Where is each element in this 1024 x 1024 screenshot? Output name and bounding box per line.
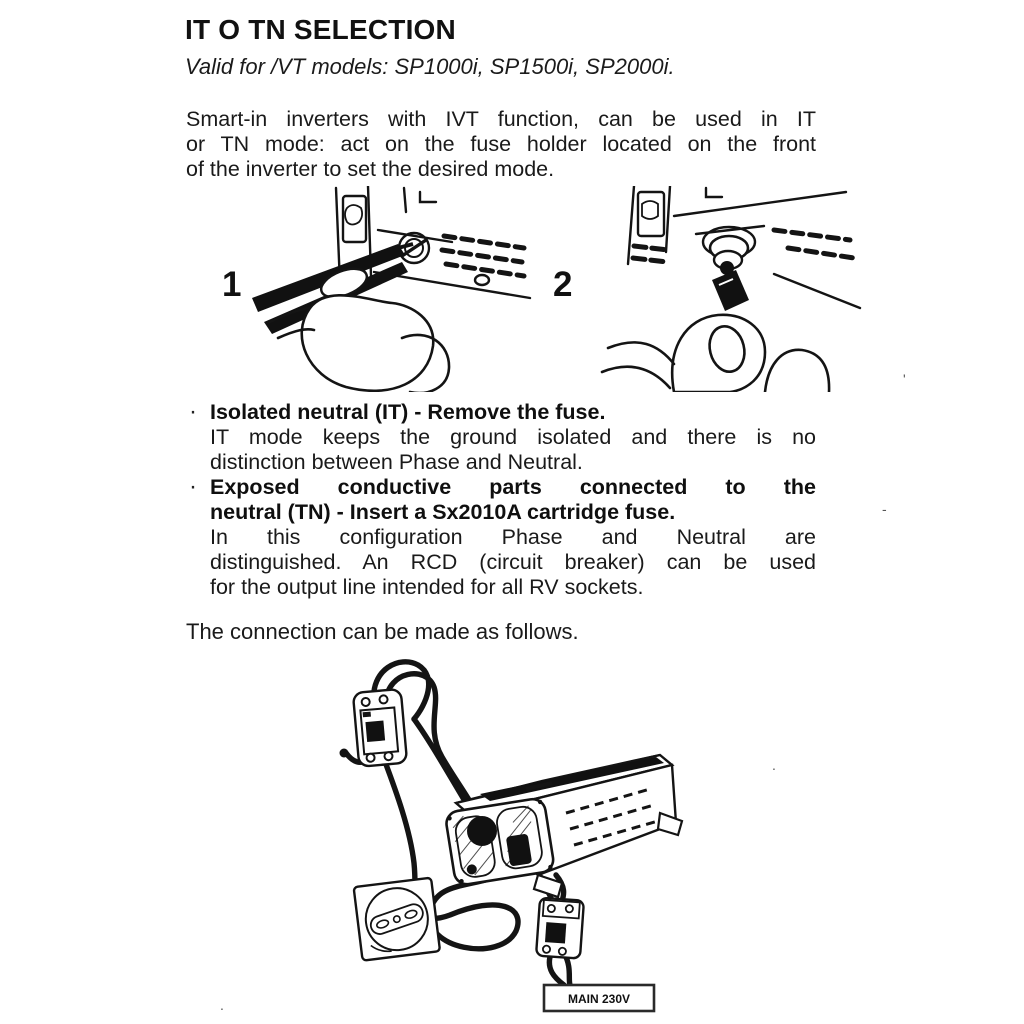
bullet2-body-line: In this configuration Phase and Neutral are — [210, 525, 816, 549]
wall-socket-icon — [354, 878, 440, 961]
rcd-breaker-bottom-icon — [536, 898, 584, 959]
round-plug-icon — [467, 816, 497, 846]
connection-text: The connection can be made as follows. — [186, 619, 579, 644]
figure-1-remove-fuse-illustration — [252, 186, 532, 392]
wire-end-bead — [340, 749, 349, 758]
bullet-marker: · — [189, 398, 197, 425]
scan-artifact: . — [772, 757, 776, 773]
scan-artifact: - — [882, 501, 887, 517]
fuse-cartridge-icon — [710, 236, 749, 311]
bullet2-body-line: distinguished. An RCD (circuit breaker) can be used — [210, 550, 816, 574]
bullet2-heading-line: Exposed conductive parts connected to the — [210, 475, 816, 499]
scan-artifact: ' — [903, 371, 906, 387]
connection-diagram — [330, 653, 690, 1019]
main-230v-label: MAIN 230V — [567, 992, 631, 1006]
figure-2-insert-fuse-illustration — [578, 186, 863, 392]
page-subtitle: Valid for /VT models: SP1000i, SP1500i, SP2000i. — [185, 54, 675, 79]
bullet1-body-line: distinction between Phase and Neutral. — [210, 450, 583, 474]
bullet1-heading: Isolated neutral (IT) - Remove the fuse. — [210, 400, 606, 424]
bullet2-heading-line: neutral (TN) - Insert a Sx2010A cartridge fuse. — [210, 500, 676, 524]
main-230v-label-box — [544, 985, 654, 1011]
bullet-marker: · — [189, 473, 197, 500]
hand-icon — [270, 295, 449, 392]
figure-1-number: 1 — [222, 265, 242, 304]
rcd-breaker-top-icon — [353, 689, 407, 767]
bullet1-body-line: IT mode keeps the ground isolated and there is no — [210, 425, 816, 449]
hand-icon — [602, 315, 829, 392]
intro-line: Smart-in inverters with IVT function, can be used in IT — [186, 107, 816, 131]
bullet2-body-line: for the output line intended for all RV sockets. — [210, 575, 644, 599]
intro-line: of the inverter to set the desired mode. — [186, 157, 555, 181]
inverter-icon — [445, 755, 682, 897]
rect-plug-icon — [506, 833, 532, 866]
figure-2-number: 2 — [553, 265, 573, 304]
page-title: IT O TN SELECTION — [185, 14, 456, 45]
scan-artifact: . — [220, 997, 224, 1013]
intro-line: or TN mode: act on the fuse holder located on the front — [186, 132, 816, 156]
